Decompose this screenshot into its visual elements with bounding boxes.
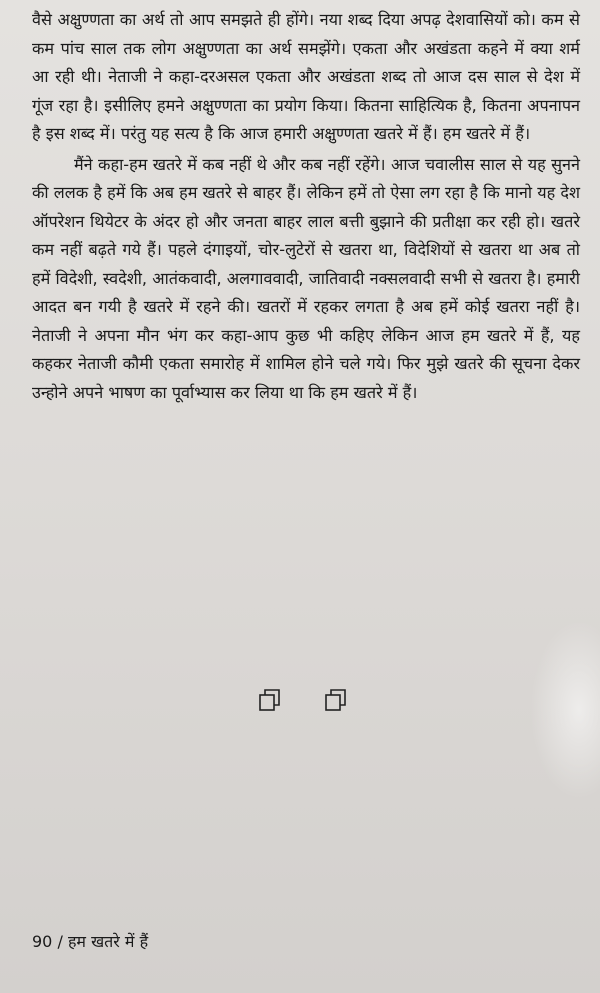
section-separator (258, 688, 348, 716)
paragraph-2: मैंने कहा-हम खतरे में कब नहीं थे और कब नहीं रहेंगे। आज चवालीस साल से यह सुनने की ललक है हमें कि अब हम खतरे से बाहर हैं। लेकिन हमें तो ऐसा लग रहा है कि मानो यह देश ऑपरेशन थियेटर के अंदर हो और जनता बाहर लाल बत्ती बुझाने की प्रतीक्षा कर रही हो। खतरे कम नहीं बढ़ते गये हैं। पहले दंगाइयों, चोर-लुटेरों से खतरा था, विदेशियों से खतरा था अब तो हमें विदेशी, स्वदेशी, आतंकवादी, अलगाववादी, जातिवादी नक्सलवादी सभी से खतरा है। हमारी आदत बन गयी है खतरे में रहने की। खतरों में रहकर लगता है अब हमें कोई खतरा नहीं है। नेताजी ने अपना मौन भंग कर कहा-आप कुछ भी कहिए लेकिन आज हम खतरे में हैं, यह कहकर नेताजी कौमी एकता समारोह में शामिल होने चले गये। फिर मुझे खतरे की सूचना देकर उन्होने अपने भाषण का पूर्वाभ्यास कर लिया था कि हम खतरे में हैं। (32, 154, 580, 402)
page-body (32, 6, 580, 407)
page-ornament-icon (258, 688, 282, 712)
footer-divider: / (57, 932, 63, 951)
page-number: 90 (32, 932, 53, 951)
running-title: हम खतरे में हैं (67, 932, 149, 951)
paper-stain (530, 620, 600, 800)
page-footer (32, 930, 148, 952)
paragraph-1: वैसे अक्षुण्णता का अर्थ तो आप समझते ही होंगे। नया शब्द दिया अपढ़ देशवासियों को। कम से कम पांच साल तक लोग अक्षुण्णता का अर्थ समझेंगे। एकता और अखंडता कहने में क्या शर्म आ रही थी। नेताजी ने कहा-दरअसल एकता और अखंडता शब्द तो आज दस साल से देश में गूंज रहा है। इसीलिए हमने अक्षुण्णता का प्रयोग किया। कितना साहित्यिक है, कितना अपनापन है इस शब्द में। परंतु यह सत्य है कि आज हमारी अक्षुण्णता खतरे में हैं। हम खतरे में हैं। (32, 10, 580, 143)
page-ornament-icon (324, 688, 348, 712)
